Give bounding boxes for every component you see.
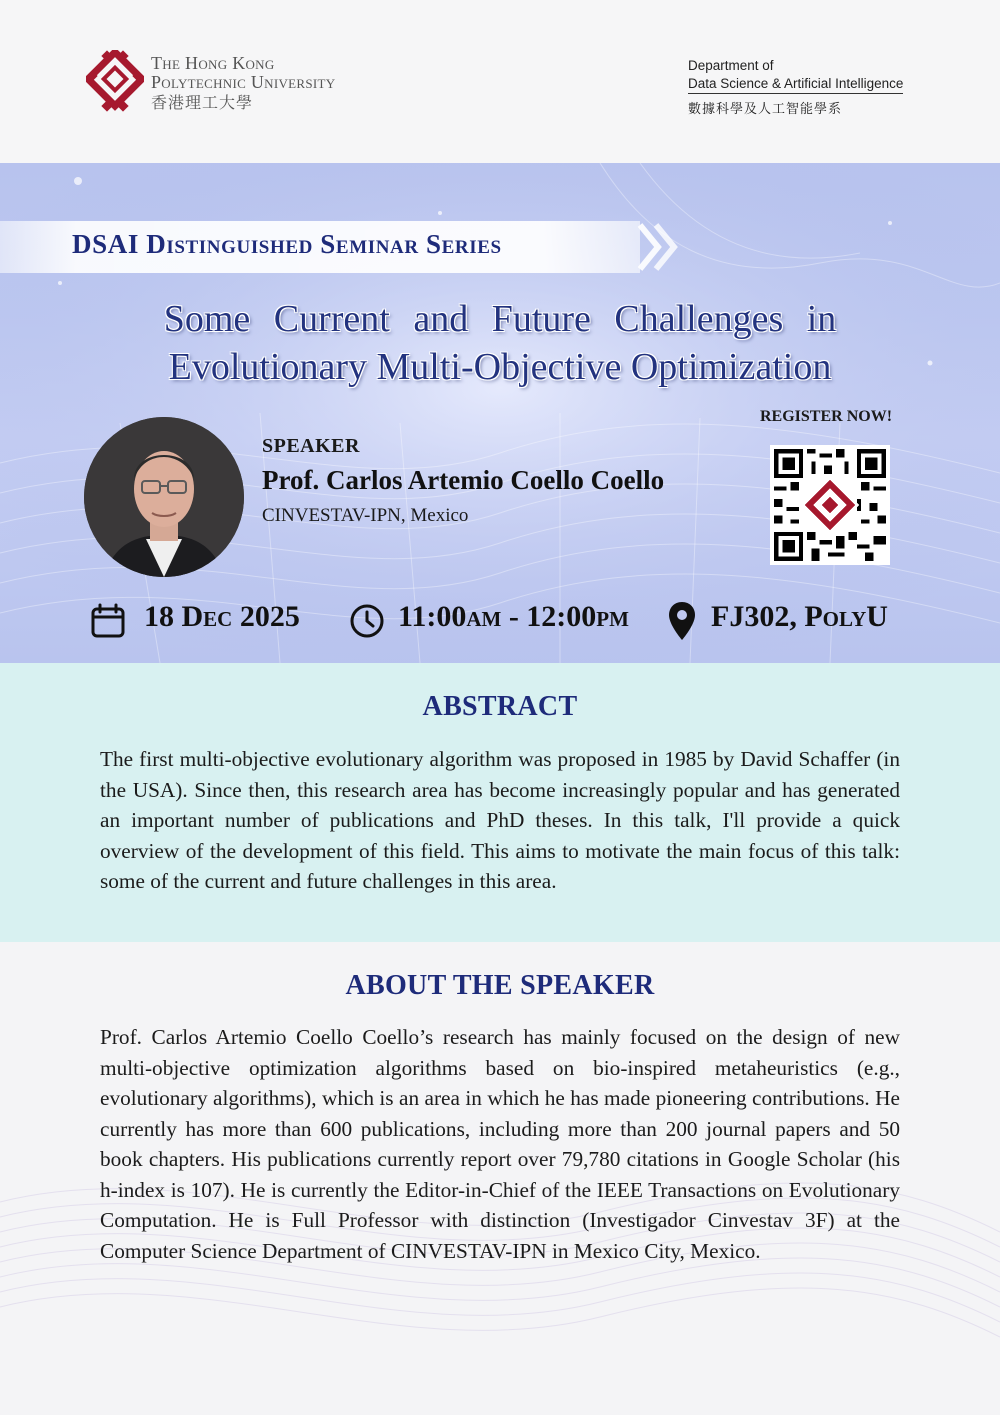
talk-title-line2: Evolutionary Multi-Objective Optimization	[168, 346, 832, 388]
university-chinese: 香港理工大學	[151, 93, 254, 112]
department-line2: Data Science & Artificial Intelligence	[688, 76, 903, 94]
page-header	[0, 0, 1000, 163]
talk-title-line1: Some Current and Future Challenges in	[163, 298, 837, 340]
department-name	[688, 58, 903, 117]
university-name	[151, 54, 335, 112]
qr-code-icon[interactable]	[770, 445, 890, 565]
department-line1: Department of	[688, 58, 774, 73]
calendar-icon	[90, 603, 126, 639]
speaker-affiliation: CINVESTAV-IPN, Mexico	[262, 505, 469, 526]
register-label: REGISTER NOW!	[760, 408, 893, 425]
department-chinese: 數據科學及人工智能學系	[688, 102, 843, 117]
event-time: 11:00am - 12:00pm	[398, 600, 629, 633]
abstract-section	[0, 663, 1000, 942]
speaker-label: SPEAKER	[262, 435, 360, 457]
university-line1: The Hong Kong	[151, 53, 275, 73]
about-heading: ABOUT THE SPEAKER	[345, 970, 655, 1001]
chevron-right-icon	[636, 221, 686, 273]
event-venue: FJ302, PolyU	[711, 600, 888, 633]
polyu-logo-icon	[86, 50, 144, 112]
abstract-text: The first multi-objective evolutionary algorithm was proposed in 1985 by David Schaffer (in the USA). Since then, this research area has become increasingly popular and has generated an important number of publications and PhD theses. In this talk, I'll provide a quick overview of the development of this field. This aims to motivate the main focus of this talk: some of the current and future challenges in this area.	[100, 747, 900, 893]
seminar-banner	[0, 163, 1000, 663]
location-pin-icon	[668, 601, 696, 641]
talk-title	[100, 295, 900, 391]
clock-icon	[349, 603, 385, 639]
about-text: Prof. Carlos Artemio Coello Coello’s research has mainly focused on the design of new multi-objective optimization algorithms based on bio-inspired metaheuristics (e.g., evolutionary algorithms), which is an area in which he has made pioneering contributions. He currently has more than 600 publications, including more than 200 journal papers and 50 book chapters. His publications currently report over 79,780 citations in Google Scholar (his h-index is 107). He is currently the Editor-in-Chief of the IEEE Transactions on Evolutionary Computation. He is Full Professor with distinction (Investigador Cinvestav 3F) at the Computer Science Department of CINVESTAV-IPN in Mexico City, Mexico.	[100, 1025, 900, 1263]
university-line2: Polytechnic University	[151, 72, 336, 92]
abstract-heading: ABSTRACT	[422, 691, 578, 722]
about-speaker-section	[0, 942, 1000, 1415]
series-title: DSAI Distinguished Seminar Series	[72, 229, 502, 259]
speaker-photo	[84, 417, 244, 577]
speaker-name: Prof. Carlos Artemio Coello Coello	[262, 465, 665, 495]
event-date: 18 Dec 2025	[144, 600, 300, 633]
